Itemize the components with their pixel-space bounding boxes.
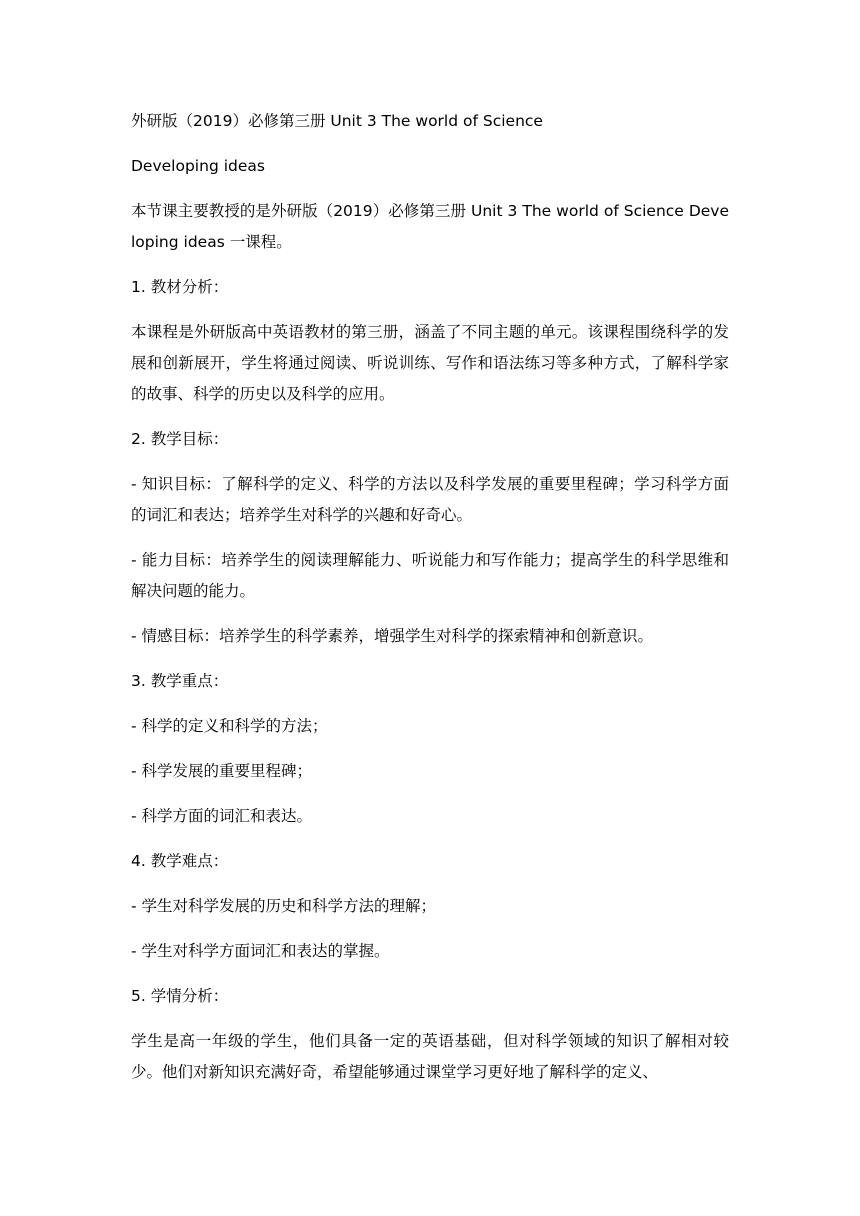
student-analysis-paragraph: 学生是高一年级的学生，他们具备一定的英语基础，但对科学领域的知识了解相对较少。他们对新知识充满好奇，希望能够通过课堂学习更好地了解科学的定义、 [131, 1032, 729, 1081]
section-heading-textbook-analysis: 1. 教材分析： [131, 278, 229, 296]
section-heading-student-analysis: 5. 学情分析： [131, 987, 229, 1005]
section-heading-difficulties: 4. 教学难点： [131, 852, 229, 870]
intro-paragraph: 本节课主要教授的是外研版（2019）必修第三册 Unit 3 The world of Science Developing ideas 一课程。 [131, 202, 729, 251]
textbook-analysis-paragraph: 本课程是外研版高中英语教材的第三册，涵盖了不同主题的单元。该课程围绕科学的发展和创新展开，学生将通过阅读、听说训练、写作和语法练习等多种方式，了解科学家的故事、科学的历史以及科学的应用。 [131, 323, 729, 403]
document-body [131, 106, 729, 1102]
difficulty-item: - 学生对科学发展的历史和科学方法的理解； [131, 897, 437, 915]
document-subtitle: Developing ideas [131, 157, 265, 175]
key-point-item: - 科学发展的重要里程碑； [131, 762, 313, 780]
key-point-item: - 科学的定义和科学的方法； [131, 717, 328, 735]
goal-ability: - 能力目标：培养学生的阅读理解能力、听说能力和写作能力；提高学生的科学思维和解决问题的能力。 [131, 551, 729, 600]
section-heading-key-points: 3. 教学重点： [131, 672, 229, 690]
document-title: 外研版（2019）必修第三册 Unit 3 The world of Science [131, 112, 543, 130]
section-heading-teaching-goals: 2. 教学目标： [131, 430, 229, 448]
goal-knowledge: - 知识目标：了解科学的定义、科学的方法以及科学发展的重要里程碑；学习科学方面的词汇和表达；培养学生对科学的兴趣和好奇心。 [131, 475, 729, 524]
goal-emotion: - 情感目标：培养学生的科学素养，增强学生对科学的探索精神和创新意识。 [131, 627, 654, 645]
difficulty-item: - 学生对科学方面词汇和表达的掌握。 [131, 942, 390, 960]
key-point-item: - 科学方面的词汇和表达。 [131, 807, 313, 825]
